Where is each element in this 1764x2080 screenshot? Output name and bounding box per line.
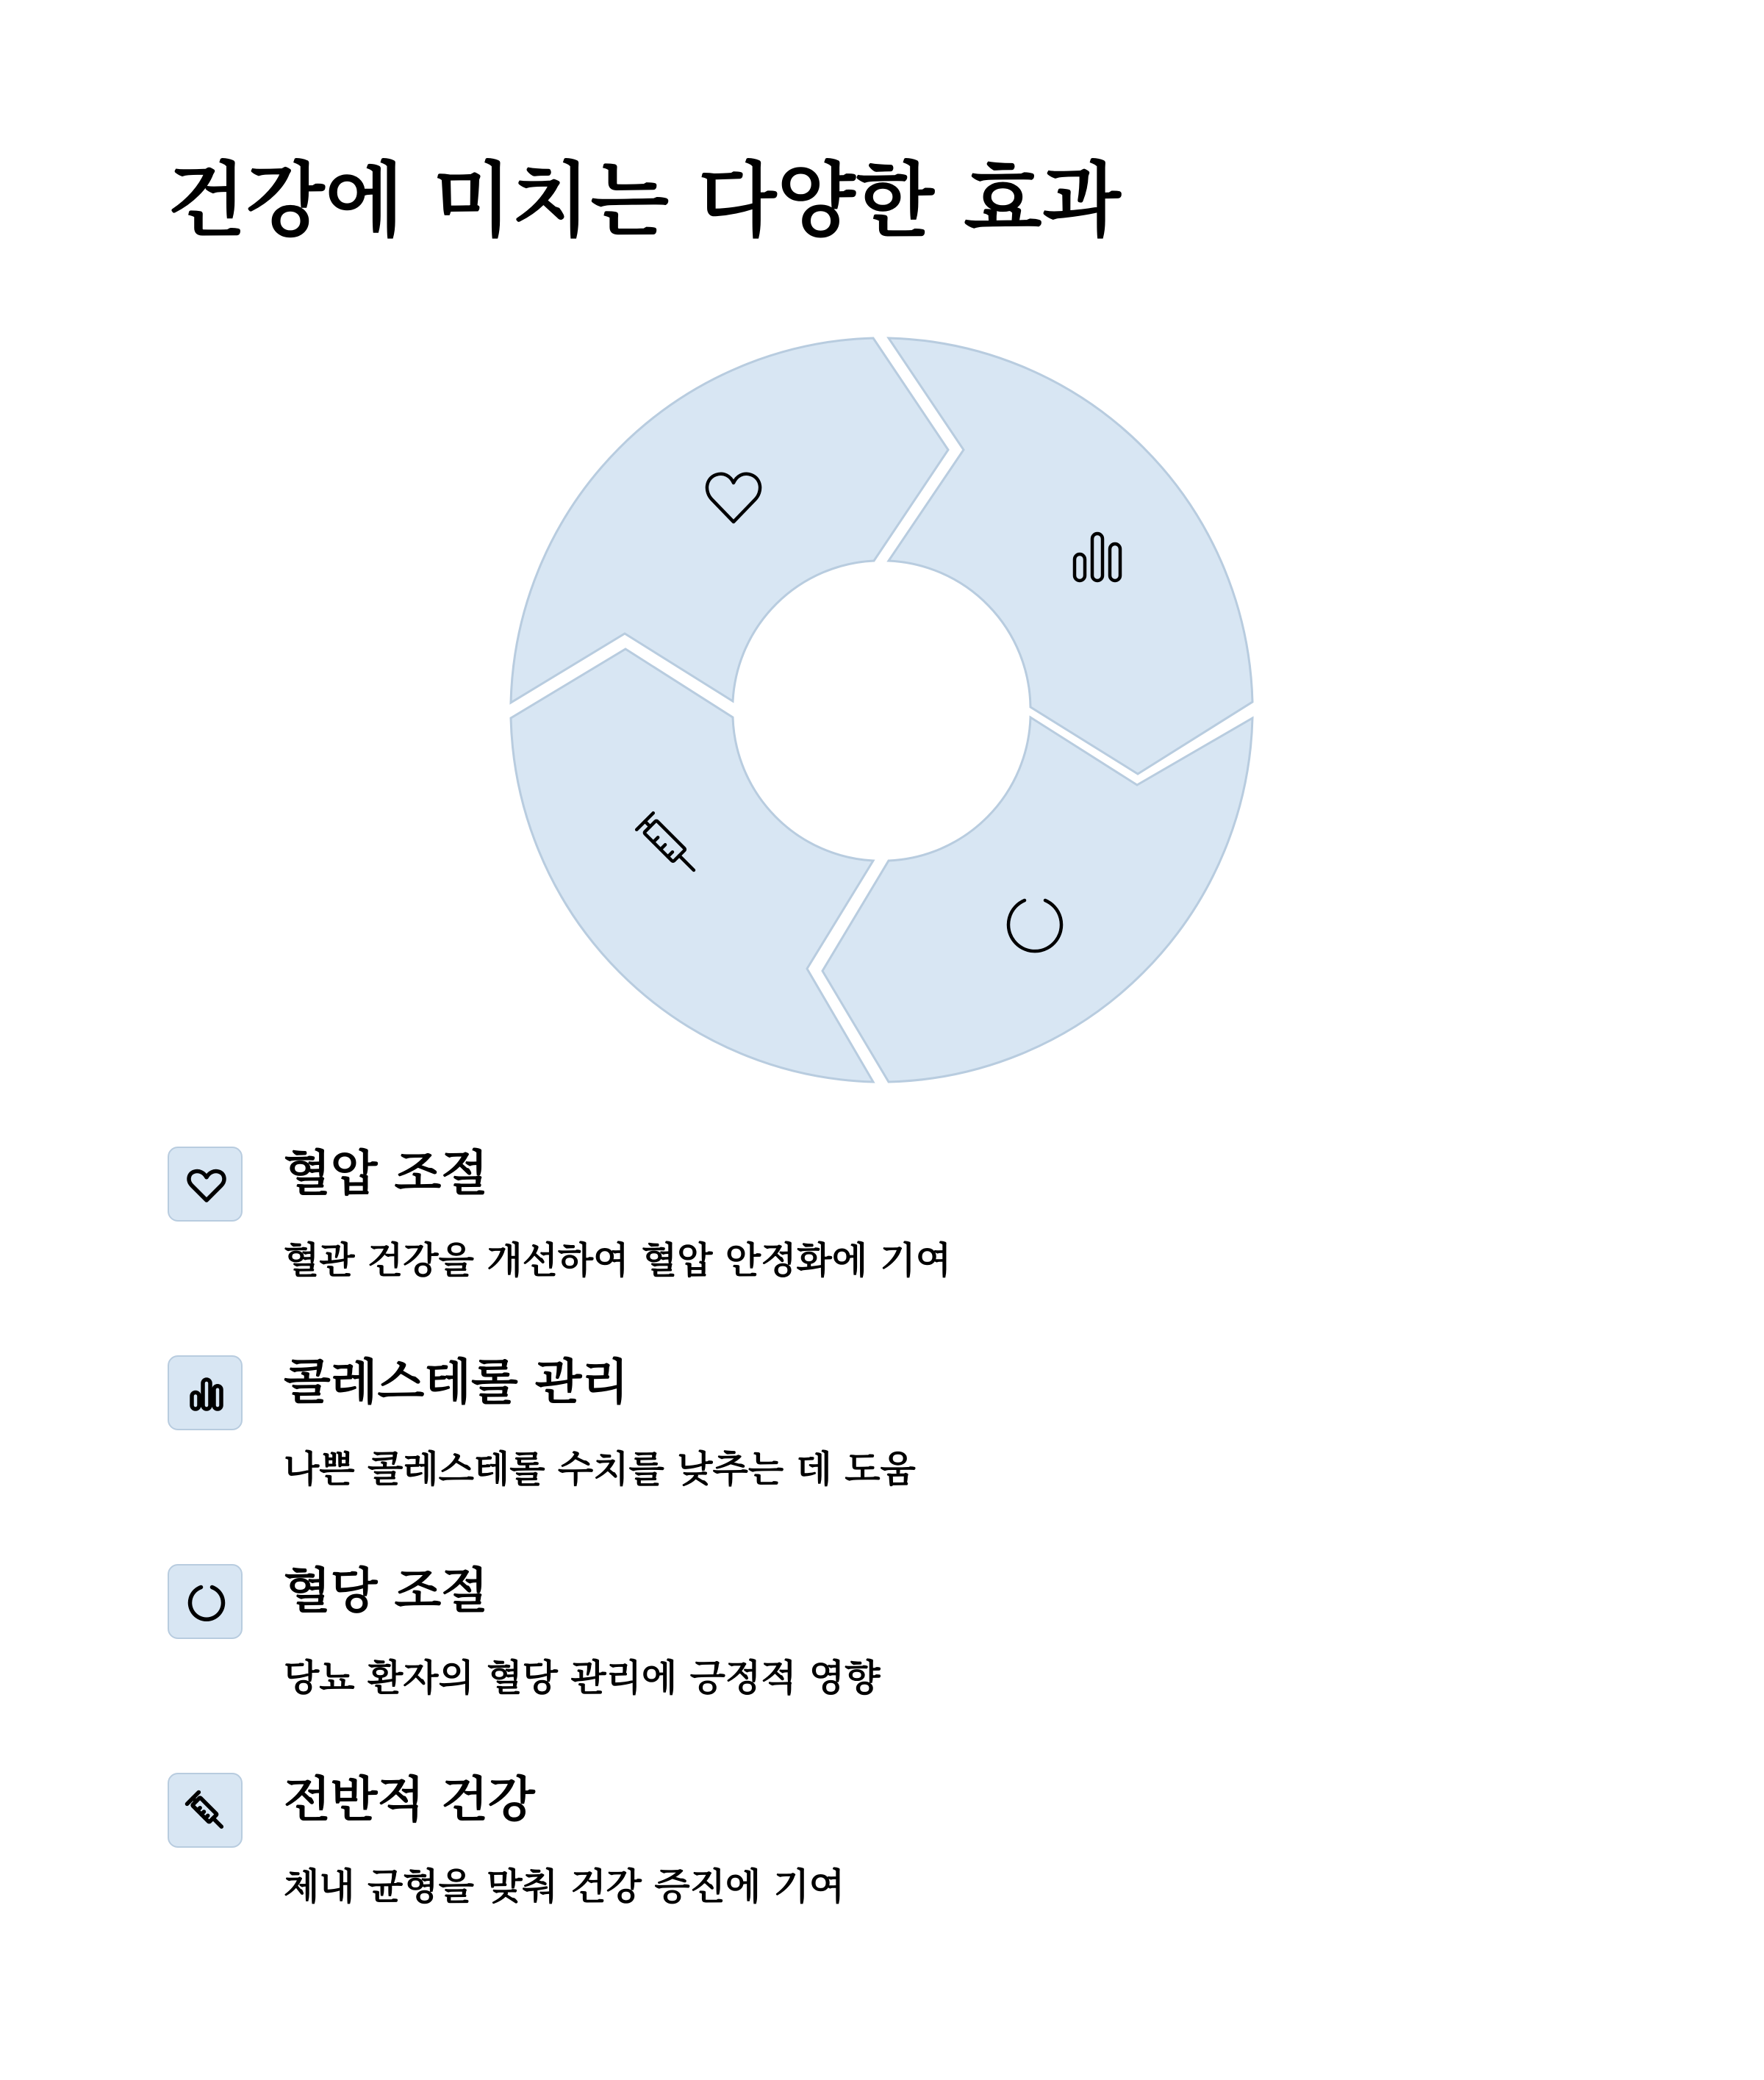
list-item [168,1773,1638,1982]
circle-arc-icon-badge [168,1564,243,1639]
cycle-segment-top-left [511,338,948,703]
item-description: 당뇨 환자의 혈당 관리에 긍정적 영향 [284,1657,881,1699]
bar-chart-icon-badge [168,1355,243,1430]
cycle-segment-bottom-left [511,649,873,1082]
heart-icon-badge [168,1147,243,1222]
circle-arc-icon [184,1581,229,1625]
item-title: 전반적 건강 [284,1771,535,1828]
cycle-segment-top-right [889,338,1252,774]
cycle-segment-bottom-right [822,717,1252,1082]
page-title: 건강에 미치는 다양한 효과 [168,154,1122,248]
item-title: 혈당 조절 [284,1563,489,1619]
item-description: 나쁜 콜레스테롤 수치를 낮추는 데 도움 [284,1448,916,1491]
item-title: 콜레스테롤 관리 [284,1354,629,1410]
bar-chart-icon [184,1372,229,1416]
legend-list [168,1147,1638,1982]
list-item [168,1355,1638,1564]
syringe-icon [184,1790,229,1834]
item-description: 혈관 건강을 개선하여 혈압 안정화에 기여 [284,1239,952,1282]
item-description: 체내 균형을 맞춰 건강 증진에 기여 [284,1865,845,1908]
syringe-icon-badge [168,1773,243,1848]
heart-icon [184,1163,229,1208]
item-title: 혈압 조절 [284,1145,489,1202]
list-item [168,1147,1638,1355]
list-item [168,1564,1638,1773]
